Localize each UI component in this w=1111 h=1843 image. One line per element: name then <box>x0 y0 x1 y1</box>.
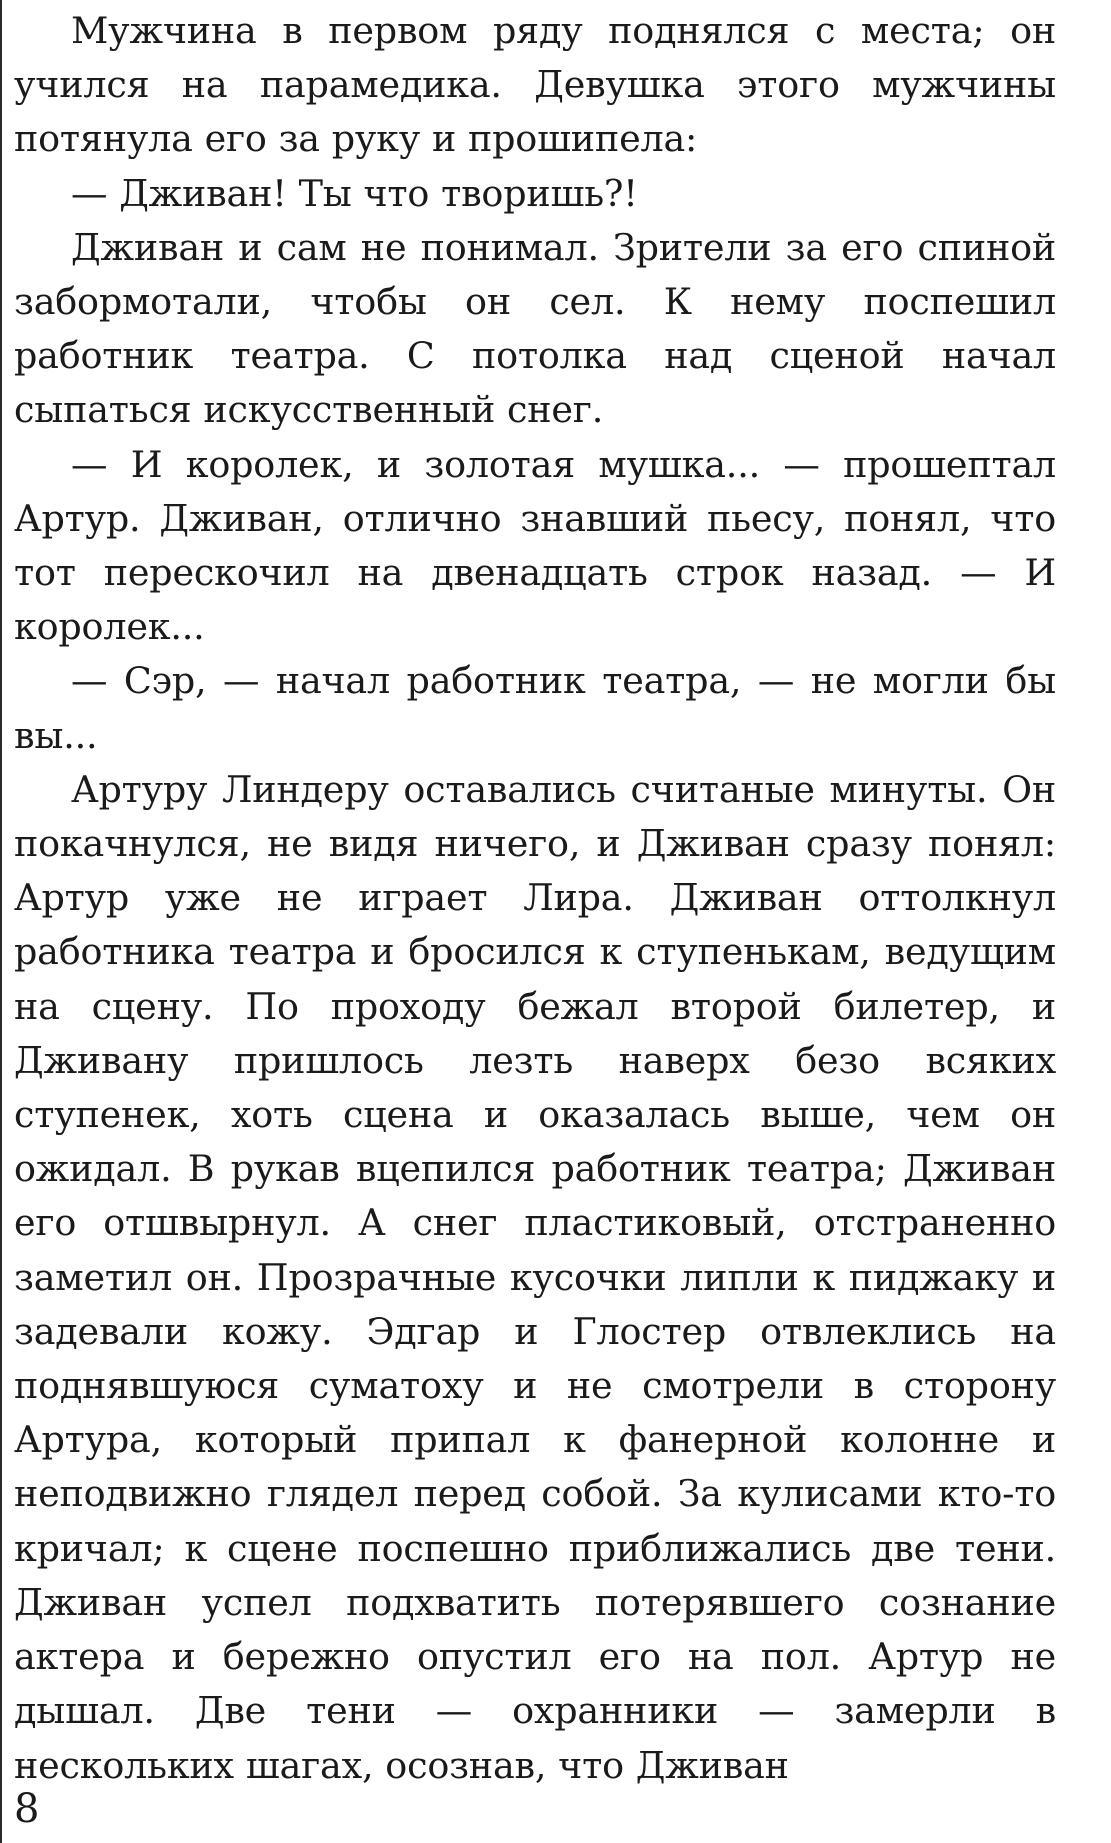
paragraph-4: — И королек, и золотая мушка... — прошептал Артур. Дживан, отлично знавший пьесу, понял, что тот перескочил на двенадцать строк назад. — И королек... <box>14 442 1056 649</box>
page-number: 8 <box>14 1786 40 1832</box>
body-text <box>14 4 1056 1793</box>
paragraph-5: — Сэр, — начал работник театра, — не могли бы вы... <box>14 659 1056 757</box>
paragraph-3: Дживан и сам не понимал. Зрители за его спиной забормотали, чтобы он сел. К нему поспешил работник театра. С потолка над сценой начал сыпаться искусственный снег. <box>14 225 1056 432</box>
paragraph-2: — Дживан! Ты что творишь?! <box>71 171 638 215</box>
paragraph-1: Мужчина в первом ряду поднялся с места; он учился на парамедика. Девушка этого мужчины потянула его за руку и прошипела: <box>14 9 1056 161</box>
paragraph-6: Артуру Линдеру оставались считаные минуты. Он покачнулся, не видя ничего, и Дживан сразу понял: Артур уже не играет Лира. Дживан оттолкнул работника театра и бросился к ступенькам, ведущим на сцену. По проходу бежал второй билетер, и Дживану пришлось лезть наверх безо всяких ступенек, хоть сцена и оказалась выше, чем он ожидал. В рукав вцепился работник театра; Дживан его отшвырнул. А снег пластиковый, отстраненно заметил он. Прозрачные кусочки липли к пиджаку и задевали кожу. Эдгар и Глостер отвлеклись на поднявшуюся суматоху и не смотрели в сторону Артура, который припал к фанерной колонне и неподвижно глядел перед собой. За кулисами кто-то кричал; к сцене поспешно приближались две тени. Дживан успел подхватить потерявшего сознание актера и бережно опустил его на пол. Артур не дышал. Две тени — охранники — замерли в нескольких шагах, осознав, что Дживан <box>14 767 1056 1787</box>
